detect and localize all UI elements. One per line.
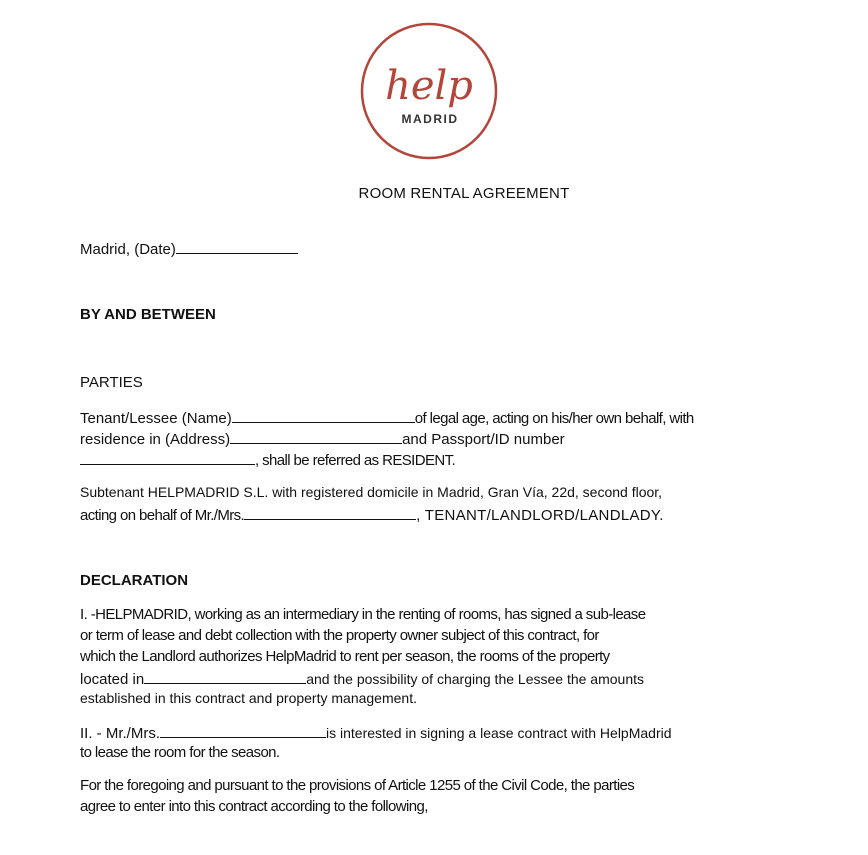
passport-blank xyxy=(80,450,255,465)
logo-script-text: help xyxy=(385,63,473,109)
place-text: Madrid, xyxy=(80,241,131,258)
logo-city-text: MADRID xyxy=(401,112,459,126)
tenant-line-2 xyxy=(80,429,565,448)
residence-label: residence in (Address) xyxy=(80,431,231,448)
charging-text: and the possibility of charging the Lessee the amounts xyxy=(306,671,644,687)
tenant-label: Tenant/Lessee (Name) xyxy=(80,410,232,427)
declaration-i-line-4 xyxy=(80,669,644,688)
declaration-i-line-1: I. -HELPMADRID, working as an intermediary in the renting of rooms, has signed a sub-lease xyxy=(80,606,646,623)
by-and-between-heading: BY AND BETWEEN xyxy=(80,306,216,323)
declaration-i-line-5: established in this contract and property management. xyxy=(80,690,417,706)
logo-seal-icon xyxy=(359,21,499,161)
subtenant-on-behalf: acting on behalf of Mr./Mrs. xyxy=(80,507,245,524)
date-label: (Date) xyxy=(134,241,176,258)
tenant-after-name: of legal age, acting on his/her own behalf, with xyxy=(414,410,694,427)
tenant-line-1 xyxy=(80,408,694,427)
after-address: and Passport/ID number xyxy=(402,431,565,448)
tenant-line-3 xyxy=(80,450,455,469)
parties-heading: PARTIES xyxy=(80,374,143,391)
address-blank xyxy=(230,429,402,444)
located-in-text: located in xyxy=(80,671,145,688)
declaration-heading: DECLARATION xyxy=(80,572,189,589)
declaration-ii-line-2: to lease the room for the season. xyxy=(80,744,280,761)
closing-line-1: For the foregoing and pursuant to the provisions of Article 1255 of the Civil Code, the parties xyxy=(80,777,635,794)
place-date-line xyxy=(80,239,298,258)
interested-name-blank xyxy=(160,723,326,738)
declaration-i-line-3: which the Landlord authorizes HelpMadrid to rent per season, the rooms of the property xyxy=(80,648,610,665)
subtenant-line-2 xyxy=(80,505,664,524)
tenant-closing: , shall be referred as RESIDENT. xyxy=(255,452,456,469)
declaration-i-line-2: or term of lease and debt collection with the property owner subject of this contract, for xyxy=(80,627,599,644)
date-blank xyxy=(176,239,298,254)
document-title: ROOM RENTAL AGREEMENT xyxy=(358,185,570,202)
location-blank xyxy=(144,669,306,684)
closing-line-2: agree to enter into this contract according to the following, xyxy=(80,798,428,815)
subtenant-role: , TENANT/LANDLORD/LANDLADY. xyxy=(416,507,664,524)
subtenant-line-1: Subtenant HELPMADRID S.L. with registered domicile in Madrid, Gran Vía, 22d, second floor, xyxy=(80,484,663,500)
mr-mrs-text: II. - Mr./Mrs. xyxy=(80,725,160,742)
help-madrid-logo xyxy=(359,21,499,161)
tenant-name-blank xyxy=(232,408,415,423)
landlord-name-blank xyxy=(244,505,416,520)
declaration-ii-line-1 xyxy=(80,723,672,742)
interested-text: is interested in signing a lease contract with HelpMadrid xyxy=(326,725,672,741)
